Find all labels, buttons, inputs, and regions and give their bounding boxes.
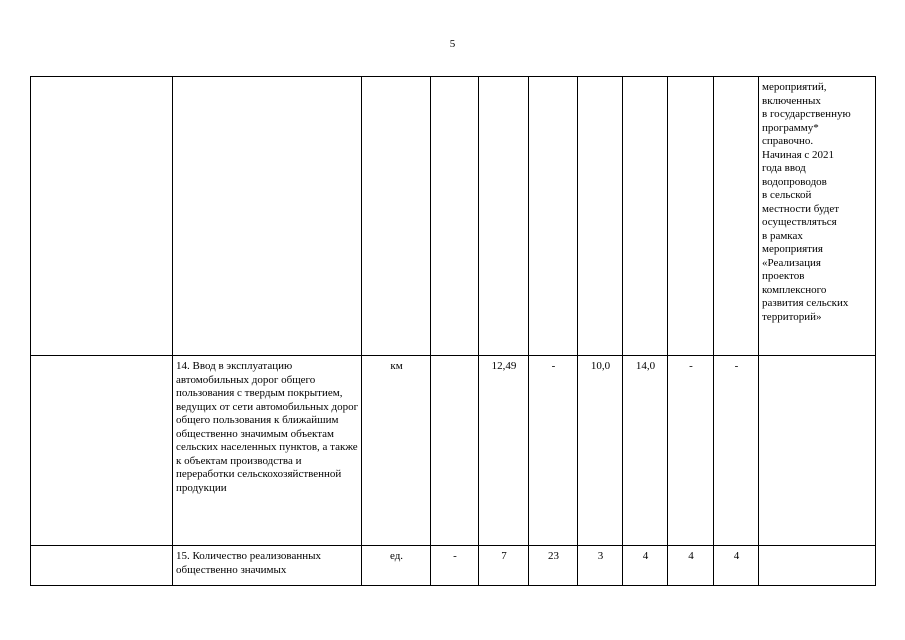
value-cell: - (529, 356, 578, 546)
indicators-table (30, 76, 876, 586)
value-cell: 4 (714, 546, 759, 586)
note-line: включенных (762, 94, 821, 107)
value-cell: 4 (623, 546, 668, 586)
value-cell: 7 (479, 546, 529, 586)
note-line: мероприятий, (762, 81, 827, 93)
note-cell (759, 77, 876, 356)
cell-empty (31, 546, 173, 586)
table-row-14 (31, 356, 876, 546)
page-number: 5 (449, 38, 456, 50)
cell-empty (623, 77, 668, 356)
table-row-continued (31, 77, 876, 356)
note-line: года ввод (762, 162, 806, 174)
note-cell (759, 546, 876, 586)
value-cell: 10,0 (578, 356, 623, 546)
note-line: программу* (762, 121, 819, 134)
cell-empty (479, 77, 529, 356)
note-line: в сельской (762, 189, 812, 201)
note-line: Начиная с 2021 (762, 148, 835, 161)
note-line: комплексного (762, 283, 827, 296)
cell-empty (529, 77, 578, 356)
cell-empty (362, 77, 431, 356)
cell-empty (578, 77, 623, 356)
note-line: водопроводов (762, 175, 827, 188)
unit-cell: км (362, 356, 431, 546)
unit-cell: ед. (362, 546, 431, 586)
cell-empty (714, 77, 759, 356)
value-cell: 4 (668, 546, 714, 586)
indicator-name: 14. Ввод в эксплуатацию автомобильных дорог общего пользования с твердым покрытием, ведущих от сети автомобильных дорог общего пользования к ближайшим общественно значимым объектам сельских населенных пунктов, а также к объектам производства и переработки сельскохозяйственной продукции (173, 356, 362, 546)
note-line: в государственную (762, 108, 851, 120)
cell-empty (173, 77, 362, 356)
value-cell: - (714, 356, 759, 546)
indicator-name: 15. Количество реализованных общественно значимых (173, 546, 362, 586)
cell-empty (668, 77, 714, 356)
note-line: местности будет (762, 202, 840, 215)
value-cell: 3 (578, 546, 623, 586)
table-row-15 (31, 546, 876, 586)
cell-empty (431, 77, 479, 356)
value-cell: 14,0 (623, 356, 668, 546)
note-line: справочно. (762, 135, 814, 147)
note-line: проектов (762, 270, 805, 282)
cell-empty (31, 356, 173, 546)
note-line: осуществляться (762, 216, 837, 228)
note-line: территорий» (762, 310, 822, 323)
note-line: развития сельских (762, 297, 849, 309)
note-line: мероприятия (762, 243, 823, 255)
note-cell (759, 356, 876, 546)
value-cell: 23 (529, 546, 578, 586)
note-line: в рамках (762, 229, 803, 242)
note-line: «Реализация (762, 256, 821, 269)
cell-empty (31, 77, 173, 356)
value-cell: - (431, 546, 479, 586)
value-cell: - (668, 356, 714, 546)
value-cell (431, 356, 479, 546)
value-cell: 12,49 (479, 356, 529, 546)
